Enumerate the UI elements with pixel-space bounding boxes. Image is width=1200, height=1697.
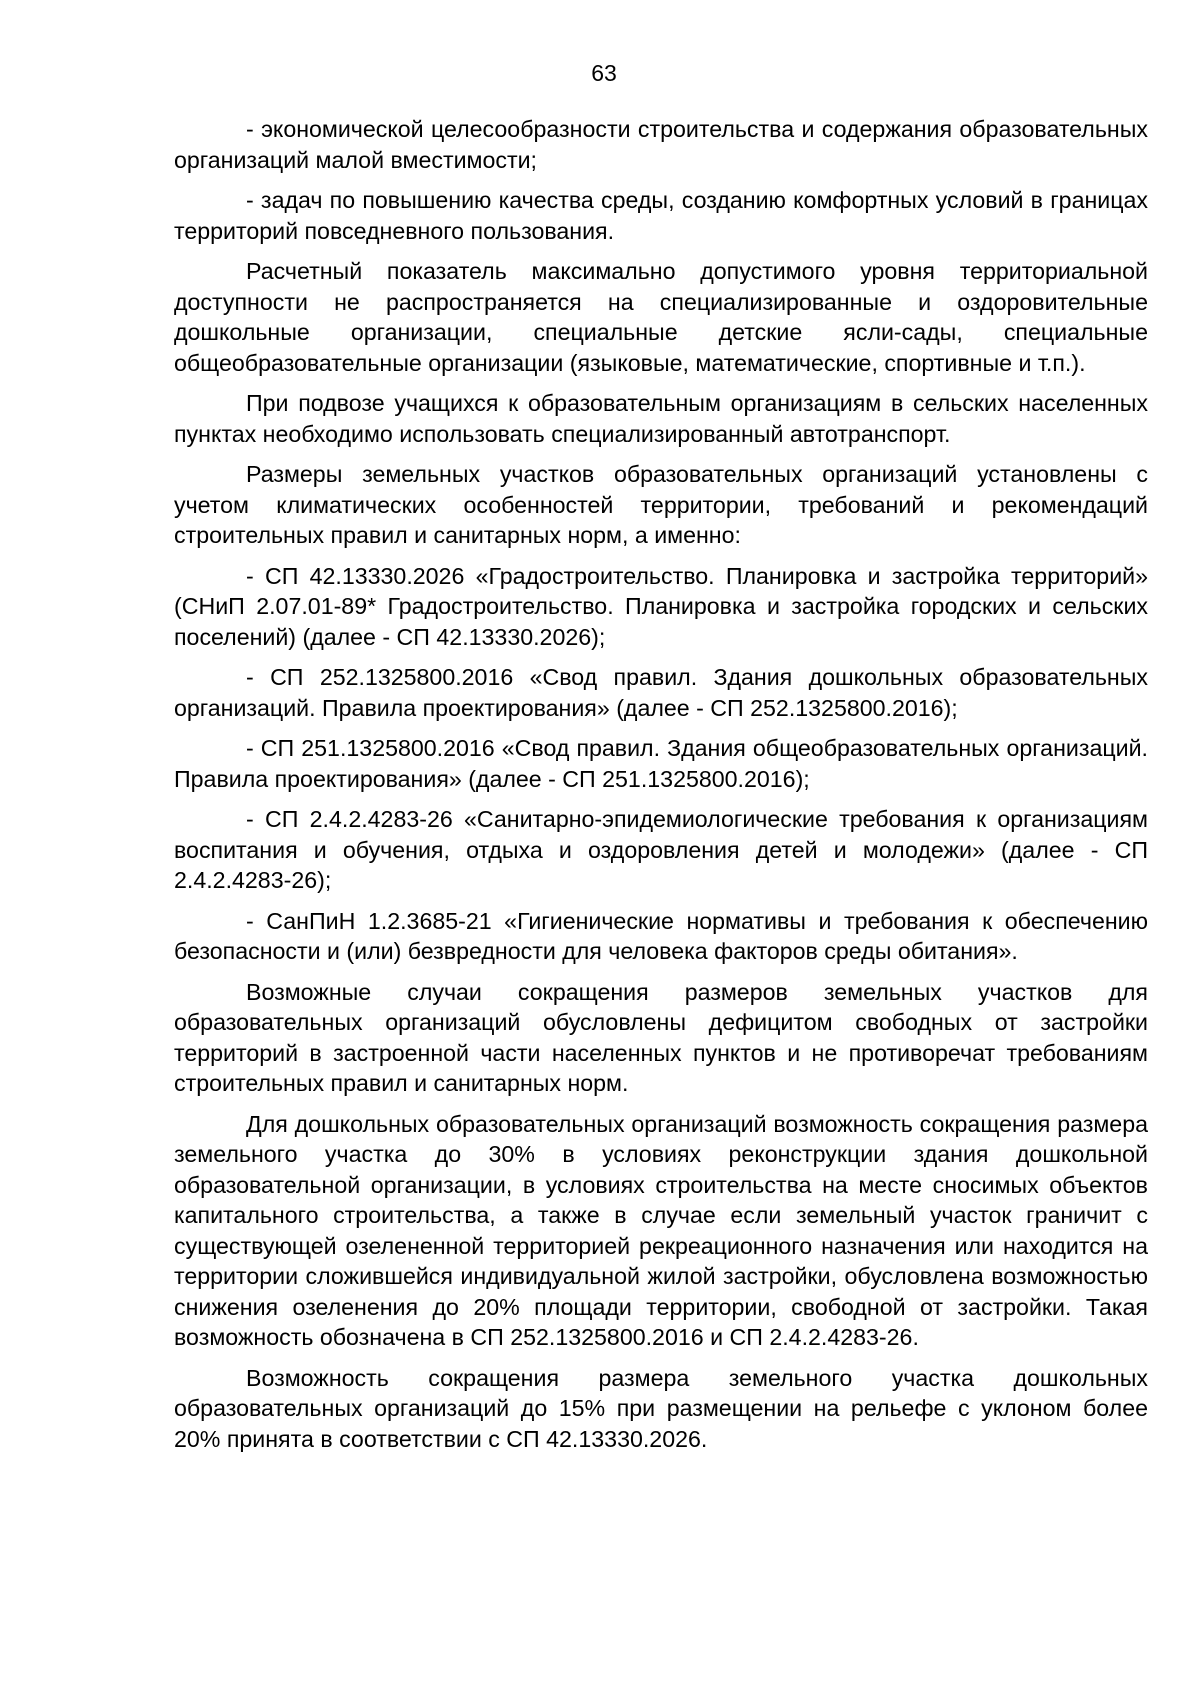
paragraph-sp-251-1325800: - СП 251.1325800.2016 «Свод правил. Здания общеобразовательных организаций. Правила проектирования» (далее - СП 251.1325800.2016);: [174, 735, 1148, 792]
paragraph-plot-reduction-cases: Возможные случаи сокращения размеров земельных участков для образовательных организаций обусловлены дефицитом свободных от застройки территорий в застроенной части населенных пунктов и не противоречат требованиям строительных правил и санитарных норм.: [174, 978, 1148, 1096]
paragraph-environment-quality: - задач по повышению качества среды, созданию комфортных условий в границах территорий повседневного пользования.: [174, 187, 1148, 244]
paragraph-student-transport: При подвозе учащихся к образовательным организациям в сельских населенных пунктах необходимо использовать специализированный автотранспорт.: [174, 390, 1148, 447]
paragraph-preschool-30-percent: Для дошкольных образовательных организаций возможность сокращения размера земельного участка до 30% в условиях реконструкции здания дошкольной образовательной организации, в условиях строительства на месте сносимых объектов капитального строительства, а также в случае если земельный участок граничит с существующей озелененной территорией рекреационного назначения или находится на территории сложившейся индивидуальной жилой застройки, обусловлена возможностью снижения озеленения до 20% площади территории, свободной от застройки. Такая возможность обозначена в СП 252.1325800.2016 и СП 2.4.2.4283-26.: [174, 1110, 1148, 1350]
paragraph-preschool-15-percent: Возможность сокращения размера земельного участка дошкольных образовательных организаций до 15% при размещении на рельефе с уклоном более 20% принята в соответствии с СП 42.13330.2026.: [174, 1364, 1148, 1452]
paragraph-sp-2-4-2-4283: - СП 2.4.2.4283-26 «Санитарно-эпидемиологические требования к организациям воспитания и обучения, отдыха и оздоровления детей и молодежи» (далее - СП 2.4.2.4283-26);: [174, 806, 1148, 893]
document-body: [174, 114, 1148, 1464]
paragraph-economic-feasibility: - экономической целесообразности строительства и содержания образовательных организаций малой вместимости;: [174, 116, 1148, 173]
paragraph-sanpin-1-2-3685: - СанПиН 1.2.3685-21 «Гигиенические нормативы и требования к обеспечению безопасности и (или) безвредности для человека факторов среды обитания».: [174, 907, 1148, 964]
paragraph-sp-252-1325800: - СП 252.1325800.2016 «Свод правил. Здания дошкольных образовательных организаций. Правила проектирования» (далее - СП 252.1325800.2016);: [174, 664, 1148, 721]
paragraph-land-plot-sizes: Размеры земельных участков образовательных организаций установлены с учетом климатических особенностей территории, требований и рекомендаций строительных правил и санитарных норм, а именно:: [174, 461, 1148, 548]
paragraph-accessibility-indicator: Расчетный показатель максимально допустимого уровня территориальной доступности не распространяется на специализированные и оздоровительные дошкольные организации, специальные детские ясли-сады, специальные общеобразовательные организации (языковые, математические, спортивные и т.п.).: [174, 258, 1148, 376]
paragraph-sp-42-13330: - СП 42.13330.2026 «Градостроительство. Планировка и застройка территорий» (СНиП 2.07.01-89* Градостроительство. Планировка и застройка городских и сельских поселений) (далее - СП 42.13330.2026);: [174, 562, 1148, 650]
page-number: 63: [591, 60, 617, 86]
